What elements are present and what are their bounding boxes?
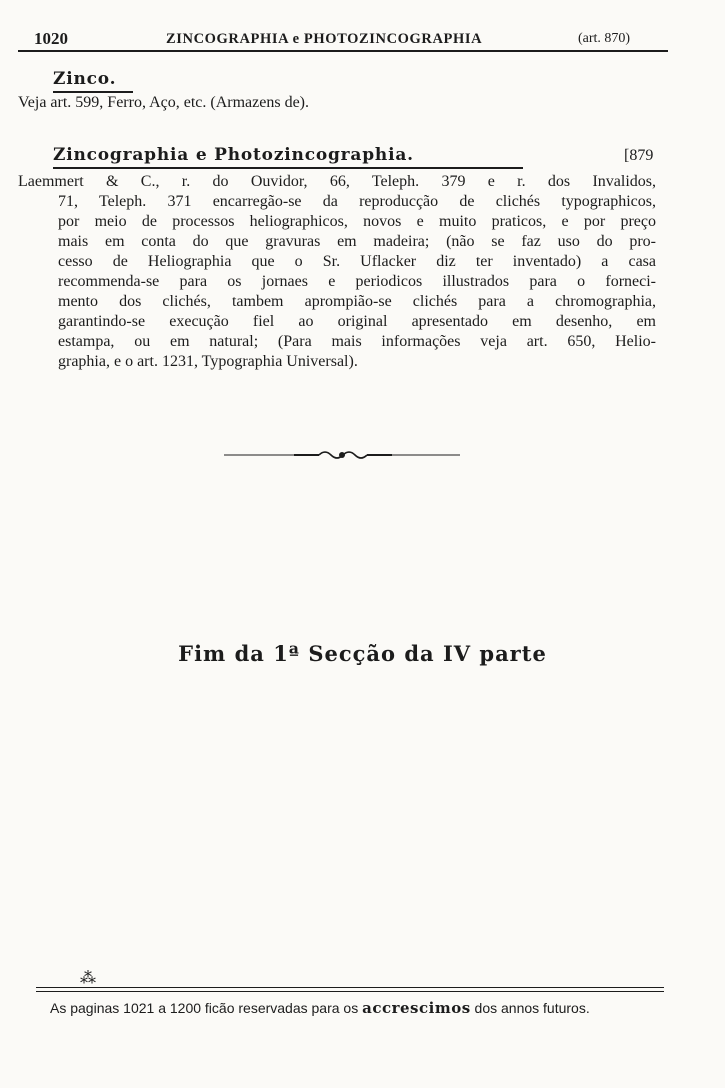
entry-text-line: Veja art. 599, Ferro, Aço, etc. (Armazens de). [18, 94, 309, 111]
asterism-icon: ⁂ [80, 970, 96, 987]
heading-underline [53, 167, 523, 169]
entry-text-line: graphia, e o art. 1231, Typographia Universal). [58, 353, 358, 370]
entry-number: [879 [624, 147, 654, 164]
entry-heading-zinco: Zinco. [53, 69, 117, 89]
footer-rule-bottom [36, 991, 664, 992]
footer-text-start: As paginas 1021 a 1200 ficão reservadas para os [50, 1000, 363, 1016]
entry-text-line: cesso de Heliographia que o Sr. Uflacker diz ter inventado) a casa [58, 253, 656, 270]
footer-rule-top [36, 987, 664, 988]
entry-text-line: mento dos clichés, tambem aprompião-se clichés para a chromographia, [58, 293, 656, 310]
running-title: ZINCOGRAPHIA e PHOTOZINCOGRAPHIA [166, 31, 483, 47]
entry-text-line: Laemmert & C., r. do Ouvidor, 66, Teleph. 379 e r. dos Invalidos, [18, 173, 656, 190]
article-reference: (art. 870) [578, 31, 631, 46]
page-number: 1020 [34, 29, 68, 48]
entry-text-line: 71, Teleph. 371 encarregão-se da reproducção de clichés typographicos, [58, 193, 656, 210]
entry-text-line: estampa, ou em natural; (Para mais informações veja art. 650, Helio- [58, 333, 656, 350]
entry-text-line: recommenda-se para os jornaes e periodicos illustrados para o forneci- [58, 273, 656, 290]
entry-heading-zincographia: Zincographia e Photozincographia. [53, 145, 414, 165]
footer-text-end: dos annos futuros. [470, 1000, 590, 1016]
footer-note [50, 999, 590, 1017]
ornament-divider [224, 446, 460, 464]
entry-text-line: mais em conta do que gravuras em madeira; (não se faz uso do pro- [58, 233, 656, 250]
section-end-title: Fim da 1ª Secção da IV parte [178, 641, 547, 666]
footer-emphasis: accrescimos [362, 999, 471, 1017]
entry-text-line: por meio de processos heliographicos, novos e muito praticos, e por preço [58, 213, 656, 230]
entry-text-line: garantindo-se execução fiel ao original apresentado em desenho, em [58, 313, 656, 330]
page-header [18, 26, 668, 52]
